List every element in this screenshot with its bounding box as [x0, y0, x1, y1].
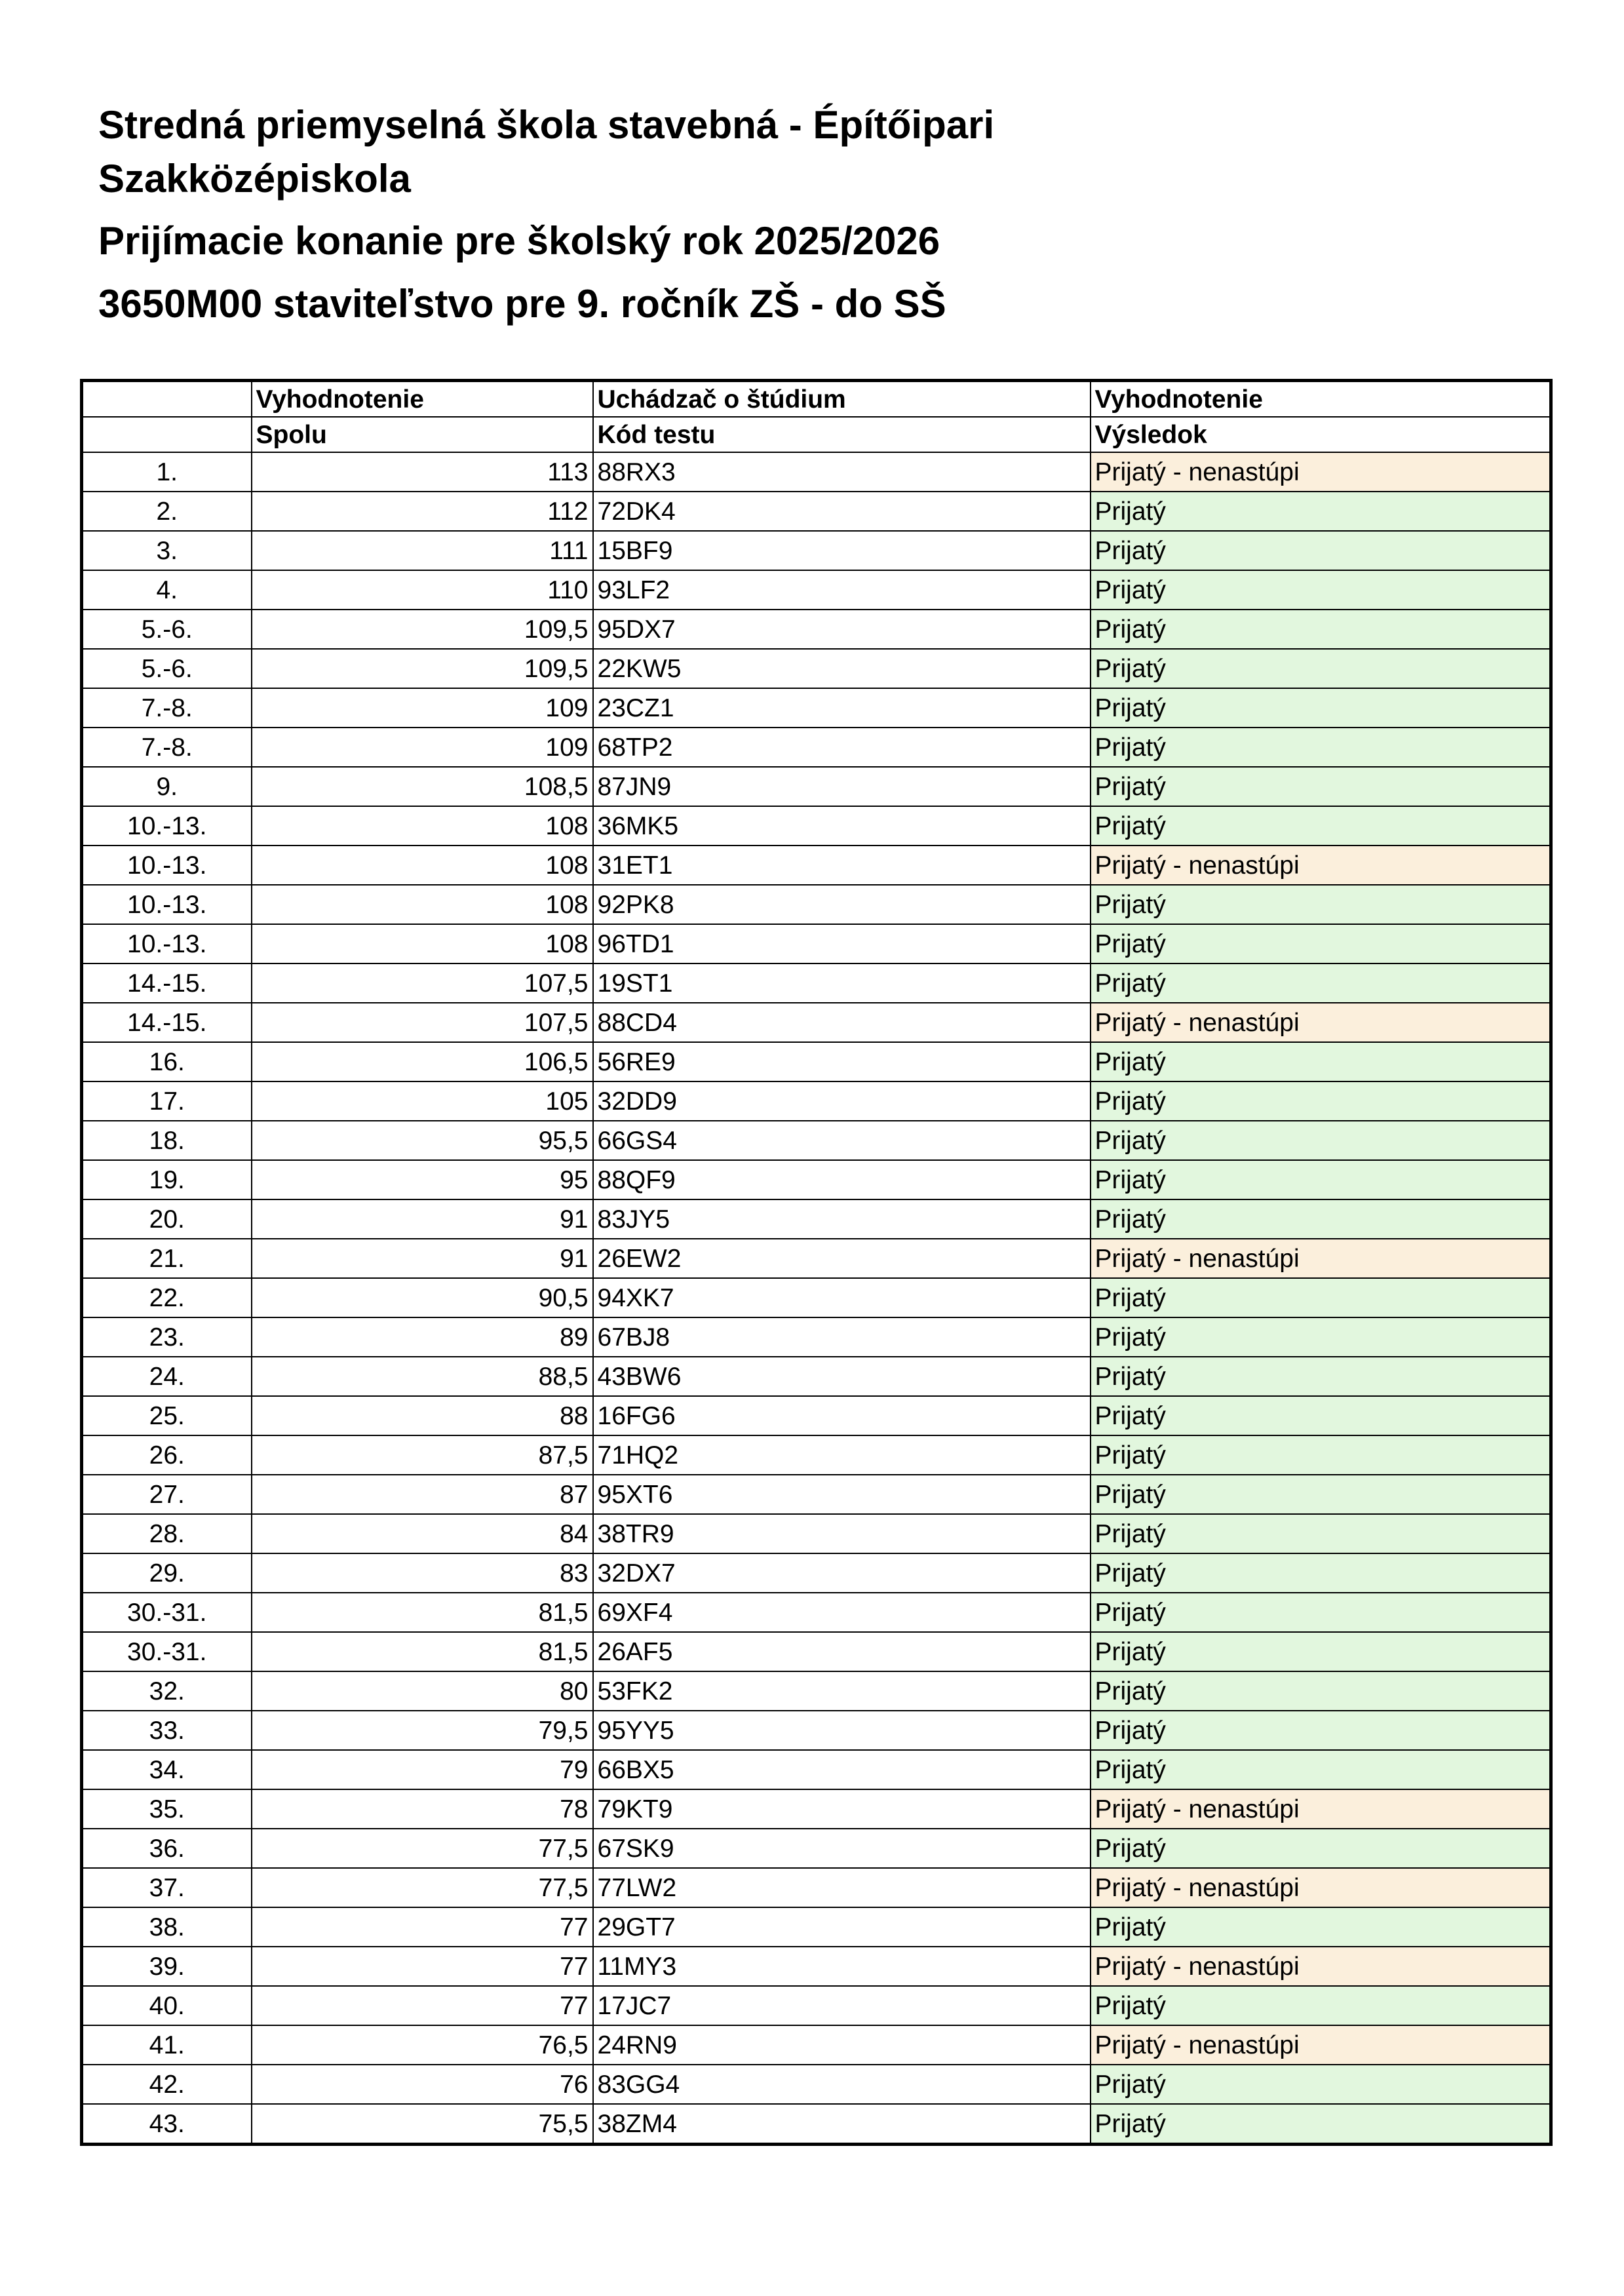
result-cell: Prijatý	[1091, 570, 1551, 610]
test-code-cell: 87JN9	[593, 767, 1091, 806]
result-cell: Prijatý	[1091, 924, 1551, 963]
table-row	[82, 1003, 1551, 1042]
test-code-cell: 26EW2	[593, 1239, 1091, 1278]
result-cell: Prijatý - nenastúpi	[1091, 1868, 1551, 1907]
test-code-cell: 56RE9	[593, 1042, 1091, 1081]
table-row	[82, 1081, 1551, 1121]
test-code-cell: 11MY3	[593, 1947, 1091, 1986]
rank-cell: 39.	[82, 1947, 252, 1986]
result-cell: Prijatý	[1091, 1199, 1551, 1239]
table-row	[82, 1514, 1551, 1553]
rank-cell: 23.	[82, 1317, 252, 1357]
rank-cell: 30.-31.	[82, 1632, 252, 1671]
admission-title: Prijímacie konanie pre školský rok 2025/2026	[98, 219, 940, 263]
score-cell: 91	[252, 1239, 593, 1278]
score-cell: 111	[252, 531, 593, 570]
score-cell: 108	[252, 806, 593, 846]
table-row	[82, 1160, 1551, 1199]
header-result: Výsledok	[1091, 417, 1551, 452]
table-row	[82, 1868, 1551, 1907]
score-cell: 109	[252, 688, 593, 728]
result-cell: Prijatý	[1091, 885, 1551, 924]
test-code-cell: 24RN9	[593, 2025, 1091, 2065]
table-row	[82, 2025, 1551, 2065]
table-row	[82, 1199, 1551, 1239]
score-cell: 88	[252, 1396, 593, 1435]
table-row	[82, 452, 1551, 492]
header-rank-cell-2	[82, 417, 252, 452]
score-cell: 106,5	[252, 1042, 593, 1081]
rank-cell: 18.	[82, 1121, 252, 1160]
rank-cell: 30.-31.	[82, 1593, 252, 1632]
table-row	[82, 1121, 1551, 1160]
rank-cell: 40.	[82, 1986, 252, 2025]
test-code-cell: 88RX3	[593, 452, 1091, 492]
score-cell: 95,5	[252, 1121, 593, 1160]
school-name-line-1: Stredná priemyselná škola stavebná - Építőipari	[98, 103, 995, 147]
result-cell: Prijatý	[1091, 1671, 1551, 1711]
result-cell: Prijatý	[1091, 1632, 1551, 1671]
score-cell: 91	[252, 1199, 593, 1239]
result-cell: Prijatý	[1091, 806, 1551, 846]
score-cell: 112	[252, 492, 593, 531]
test-code-cell: 32DX7	[593, 1553, 1091, 1593]
score-cell: 87,5	[252, 1435, 593, 1475]
score-cell: 84	[252, 1514, 593, 1553]
test-code-cell: 32DD9	[593, 1081, 1091, 1121]
results-table	[80, 379, 1553, 2146]
table-row	[82, 1632, 1551, 1671]
test-code-cell: 67BJ8	[593, 1317, 1091, 1357]
rank-cell: 36.	[82, 1829, 252, 1868]
score-cell: 90,5	[252, 1278, 593, 1317]
table-row	[82, 1829, 1551, 1868]
test-code-cell: 83GG4	[593, 2065, 1091, 2104]
test-code-cell: 88CD4	[593, 1003, 1091, 1042]
score-cell: 83	[252, 1553, 593, 1593]
result-cell: Prijatý	[1091, 1553, 1551, 1593]
table-row	[82, 924, 1551, 963]
score-cell: 89	[252, 1317, 593, 1357]
rank-cell: 35.	[82, 1789, 252, 1829]
rank-cell: 27.	[82, 1475, 252, 1514]
score-cell: 77,5	[252, 1868, 593, 1907]
table-header	[82, 381, 1551, 453]
test-code-cell: 68TP2	[593, 728, 1091, 767]
rank-cell: 10.-13.	[82, 806, 252, 846]
table-row	[82, 688, 1551, 728]
score-cell: 77	[252, 1986, 593, 2025]
rank-cell: 29.	[82, 1553, 252, 1593]
header-row-2	[82, 417, 1551, 452]
score-cell: 88,5	[252, 1357, 593, 1396]
table-row	[82, 1278, 1551, 1317]
result-cell: Prijatý - nenastúpi	[1091, 1239, 1551, 1278]
result-cell: Prijatý - nenastúpi	[1091, 1947, 1551, 1986]
table-row	[82, 1317, 1551, 1357]
result-cell: Prijatý	[1091, 1829, 1551, 1868]
table-row	[82, 1042, 1551, 1081]
rank-cell: 21.	[82, 1239, 252, 1278]
test-code-cell: 95YY5	[593, 1711, 1091, 1750]
table-row	[82, 885, 1551, 924]
rank-cell: 19.	[82, 1160, 252, 1199]
score-cell: 95	[252, 1160, 593, 1199]
result-cell: Prijatý	[1091, 1475, 1551, 1514]
test-code-cell: 19ST1	[593, 963, 1091, 1003]
table-row	[82, 728, 1551, 767]
result-cell: Prijatý	[1091, 1396, 1551, 1435]
score-cell: 109,5	[252, 649, 593, 688]
result-cell: Prijatý	[1091, 1593, 1551, 1632]
result-cell: Prijatý - nenastúpi	[1091, 452, 1551, 492]
test-code-cell: 77LW2	[593, 1868, 1091, 1907]
result-cell: Prijatý	[1091, 492, 1551, 531]
test-code-cell: 16FG6	[593, 1396, 1091, 1435]
result-cell: Prijatý	[1091, 728, 1551, 767]
test-code-cell: 96TD1	[593, 924, 1091, 963]
table-row	[82, 1986, 1551, 2025]
table-row	[82, 806, 1551, 846]
test-code-cell: 71HQ2	[593, 1435, 1091, 1475]
result-cell: Prijatý	[1091, 1160, 1551, 1199]
result-cell: Prijatý	[1091, 1278, 1551, 1317]
score-cell: 78	[252, 1789, 593, 1829]
test-code-cell: 88QF9	[593, 1160, 1091, 1199]
header-evaluation-result: Vyhodnotenie	[1091, 381, 1551, 418]
test-code-cell: 92PK8	[593, 885, 1091, 924]
table-row	[82, 492, 1551, 531]
rank-cell: 14.-15.	[82, 963, 252, 1003]
table-row	[82, 1357, 1551, 1396]
score-cell: 109	[252, 728, 593, 767]
score-cell: 108	[252, 846, 593, 885]
table-row	[82, 1947, 1551, 1986]
result-cell: Prijatý	[1091, 610, 1551, 649]
rank-cell: 24.	[82, 1357, 252, 1396]
table-row	[82, 610, 1551, 649]
table-row	[82, 1593, 1551, 1632]
score-cell: 107,5	[252, 1003, 593, 1042]
test-code-cell: 66GS4	[593, 1121, 1091, 1160]
test-code-cell: 38ZM4	[593, 2104, 1091, 2145]
table-row	[82, 846, 1551, 885]
program-title: 3650M00 staviteľstvo pre 9. ročník ZŠ - do SŠ	[98, 282, 946, 326]
rank-cell: 14.-15.	[82, 1003, 252, 1042]
result-cell: Prijatý	[1091, 1042, 1551, 1081]
header-applicant: Uchádzač o štúdium	[593, 381, 1091, 418]
result-cell: Prijatý	[1091, 1081, 1551, 1121]
score-cell: 76,5	[252, 2025, 593, 2065]
rank-cell: 37.	[82, 1868, 252, 1907]
test-code-cell: 43BW6	[593, 1357, 1091, 1396]
test-code-cell: 95DX7	[593, 610, 1091, 649]
score-cell: 77	[252, 1907, 593, 1947]
result-cell: Prijatý	[1091, 1121, 1551, 1160]
table-row	[82, 1396, 1551, 1435]
score-cell: 81,5	[252, 1593, 593, 1632]
result-cell: Prijatý - nenastúpi	[1091, 1789, 1551, 1829]
test-code-cell: 94XK7	[593, 1278, 1091, 1317]
score-cell: 113	[252, 452, 593, 492]
header-total: Spolu	[252, 417, 593, 452]
test-code-cell: 67SK9	[593, 1829, 1091, 1868]
score-cell: 109,5	[252, 610, 593, 649]
test-code-cell: 29GT7	[593, 1907, 1091, 1947]
table-row	[82, 963, 1551, 1003]
rank-cell: 16.	[82, 1042, 252, 1081]
table-row	[82, 531, 1551, 570]
rank-cell: 28.	[82, 1514, 252, 1553]
score-cell: 77,5	[252, 1829, 593, 1868]
result-cell: Prijatý	[1091, 649, 1551, 688]
test-code-cell: 36MK5	[593, 806, 1091, 846]
result-cell: Prijatý	[1091, 688, 1551, 728]
table-row	[82, 649, 1551, 688]
result-cell: Prijatý	[1091, 963, 1551, 1003]
rank-cell: 4.	[82, 570, 252, 610]
test-code-cell: 69XF4	[593, 1593, 1091, 1632]
result-cell: Prijatý	[1091, 1435, 1551, 1475]
result-cell: Prijatý	[1091, 1317, 1551, 1357]
test-code-cell: 83JY5	[593, 1199, 1091, 1239]
header-row-1	[82, 381, 1551, 418]
test-code-cell: 95XT6	[593, 1475, 1091, 1514]
score-cell: 75,5	[252, 2104, 593, 2145]
result-cell: Prijatý - nenastúpi	[1091, 2025, 1551, 2065]
test-code-cell: 17JC7	[593, 1986, 1091, 2025]
result-cell: Prijatý	[1091, 1750, 1551, 1789]
score-cell: 108	[252, 885, 593, 924]
score-cell: 80	[252, 1671, 593, 1711]
rank-cell: 7.-8.	[82, 688, 252, 728]
result-cell: Prijatý	[1091, 1986, 1551, 2025]
rank-cell: 33.	[82, 1711, 252, 1750]
test-code-cell: 22KW5	[593, 649, 1091, 688]
test-code-cell: 72DK4	[593, 492, 1091, 531]
table-row	[82, 1671, 1551, 1711]
score-cell: 79	[252, 1750, 593, 1789]
score-cell: 77	[252, 1947, 593, 1986]
test-code-cell: 31ET1	[593, 846, 1091, 885]
score-cell: 105	[252, 1081, 593, 1121]
table-row	[82, 2104, 1551, 2145]
header-evaluation: Vyhodnotenie	[252, 381, 593, 418]
result-cell: Prijatý	[1091, 1711, 1551, 1750]
table-row	[82, 1435, 1551, 1475]
score-cell: 76	[252, 2065, 593, 2104]
rank-cell: 41.	[82, 2025, 252, 2065]
rank-cell: 10.-13.	[82, 885, 252, 924]
test-code-cell: 53FK2	[593, 1671, 1091, 1711]
table-row	[82, 767, 1551, 806]
rank-cell: 17.	[82, 1081, 252, 1121]
rank-cell: 26.	[82, 1435, 252, 1475]
rank-cell: 2.	[82, 492, 252, 531]
rank-cell: 43.	[82, 2104, 252, 2145]
rank-cell: 3.	[82, 531, 252, 570]
table-row	[82, 570, 1551, 610]
rank-cell: 10.-13.	[82, 846, 252, 885]
table-row	[82, 2065, 1551, 2104]
rank-cell: 22.	[82, 1278, 252, 1317]
test-code-cell: 38TR9	[593, 1514, 1091, 1553]
test-code-cell: 79KT9	[593, 1789, 1091, 1829]
table-row	[82, 1789, 1551, 1829]
test-code-cell: 26AF5	[593, 1632, 1091, 1671]
result-cell: Prijatý - nenastúpi	[1091, 846, 1551, 885]
rank-cell: 1.	[82, 452, 252, 492]
table-row	[82, 1553, 1551, 1593]
rank-cell: 34.	[82, 1750, 252, 1789]
rank-cell: 20.	[82, 1199, 252, 1239]
test-code-cell: 93LF2	[593, 570, 1091, 610]
score-cell: 87	[252, 1475, 593, 1514]
result-cell: Prijatý - nenastúpi	[1091, 1003, 1551, 1042]
rank-cell: 5.-6.	[82, 649, 252, 688]
result-cell: Prijatý	[1091, 1357, 1551, 1396]
result-cell: Prijatý	[1091, 531, 1551, 570]
table-body	[82, 452, 1551, 2145]
score-cell: 108	[252, 924, 593, 963]
score-cell: 108,5	[252, 767, 593, 806]
test-code-cell: 66BX5	[593, 1750, 1091, 1789]
document-header	[98, 98, 1527, 330]
table-row	[82, 1239, 1551, 1278]
rank-cell: 32.	[82, 1671, 252, 1711]
score-cell: 79,5	[252, 1711, 593, 1750]
rank-cell: 7.-8.	[82, 728, 252, 767]
score-cell: 81,5	[252, 1632, 593, 1671]
result-cell: Prijatý	[1091, 767, 1551, 806]
table-row	[82, 1475, 1551, 1514]
table-row	[82, 1907, 1551, 1947]
score-cell: 110	[252, 570, 593, 610]
rank-cell: 9.	[82, 767, 252, 806]
result-cell: Prijatý	[1091, 1514, 1551, 1553]
school-name-line-2: Szakközépiskola	[98, 157, 411, 201]
rank-cell: 42.	[82, 2065, 252, 2104]
test-code-cell: 15BF9	[593, 531, 1091, 570]
table-row	[82, 1750, 1551, 1789]
test-code-cell: 23CZ1	[593, 688, 1091, 728]
header-rank-cell	[82, 381, 252, 418]
table-row	[82, 1711, 1551, 1750]
rank-cell: 10.-13.	[82, 924, 252, 963]
header-test-code: Kód testu	[593, 417, 1091, 452]
result-cell: Prijatý	[1091, 1907, 1551, 1947]
rank-cell: 38.	[82, 1907, 252, 1947]
result-cell: Prijatý	[1091, 2065, 1551, 2104]
result-cell: Prijatý	[1091, 2104, 1551, 2145]
rank-cell: 5.-6.	[82, 610, 252, 649]
rank-cell: 25.	[82, 1396, 252, 1435]
score-cell: 107,5	[252, 963, 593, 1003]
